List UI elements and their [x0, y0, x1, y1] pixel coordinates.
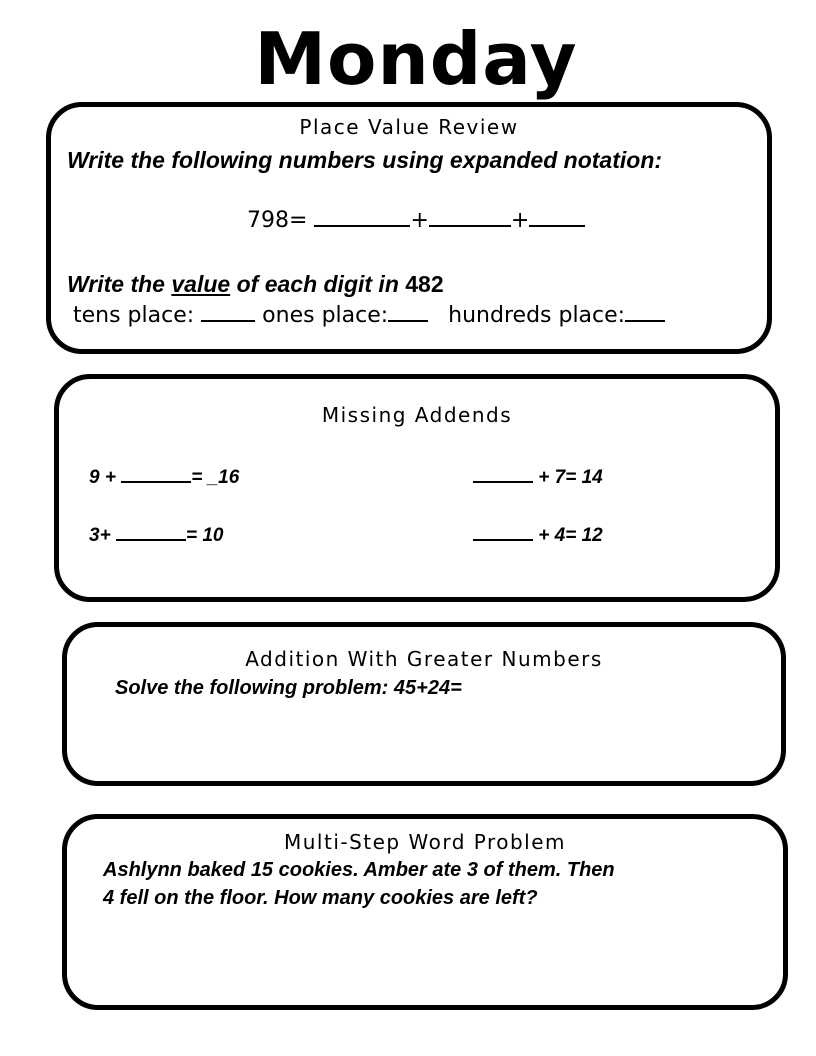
answer-blank[interactable] — [116, 521, 186, 541]
plus-sign: + — [410, 208, 429, 233]
answer-blank[interactable] — [529, 207, 585, 227]
addition-section — [62, 622, 786, 786]
tens-answer-blank[interactable] — [201, 302, 255, 322]
addend-problem — [473, 463, 603, 489]
place-value-section — [46, 102, 772, 354]
section-heading: Place Value Review — [299, 115, 519, 139]
problem-left: 9 + — [89, 467, 122, 488]
addend-problem — [473, 521, 603, 547]
problem-right: = 10 — [185, 525, 224, 546]
instruction-text: of each digit in — [230, 271, 406, 297]
addend-problem — [89, 521, 223, 547]
addition-instruction: Solve the following problem: 45+24= — [115, 677, 462, 699]
expanded-notation-instruction: Write the following numbers using expanded notation: — [67, 147, 663, 173]
problem-right: + 7= 14 — [533, 467, 603, 488]
ones-answer-blank[interactable] — [388, 302, 428, 322]
hundreds-answer-blank[interactable] — [625, 302, 665, 322]
answer-blank[interactable] — [473, 463, 533, 483]
section-heading: Addition With Greater Numbers — [245, 647, 603, 671]
tens-place-label: tens place: — [73, 303, 195, 328]
answer-blank[interactable] — [121, 463, 191, 483]
expanded-notation-problem — [247, 207, 585, 233]
instruction-text: Write the — [67, 271, 172, 297]
section-heading: Missing Addends — [321, 403, 513, 427]
digit-value-answers — [73, 302, 665, 328]
word-problem-line: Ashlynn baked 15 cookies. Amber ate 3 of them. Then — [103, 859, 615, 881]
addend-problem — [89, 463, 239, 489]
answer-blank[interactable] — [473, 521, 533, 541]
digit-value-instruction — [67, 271, 444, 298]
word-problem-line: 4 fell on the floor. How many cookies are left? — [103, 887, 538, 909]
problem-right: = _16 — [191, 467, 240, 488]
missing-addends-section — [54, 374, 780, 602]
answer-blank[interactable] — [314, 207, 410, 227]
word-problem-section — [62, 814, 788, 1010]
section-heading: Multi-Step Word Problem — [283, 830, 567, 854]
problem-left: 3+ — [89, 525, 116, 546]
answer-blank[interactable] — [429, 207, 511, 227]
expanded-number: 798= — [247, 208, 308, 233]
underlined-word: value — [171, 271, 231, 297]
plus-sign: + — [510, 208, 530, 233]
hundreds-place-label: hundreds place: — [448, 303, 626, 328]
page-title: Monday — [254, 17, 578, 101]
problem-right: + 4= 12 — [533, 525, 603, 546]
digit-number: 482 — [405, 271, 444, 297]
ones-place-label: ones place: — [262, 303, 389, 328]
